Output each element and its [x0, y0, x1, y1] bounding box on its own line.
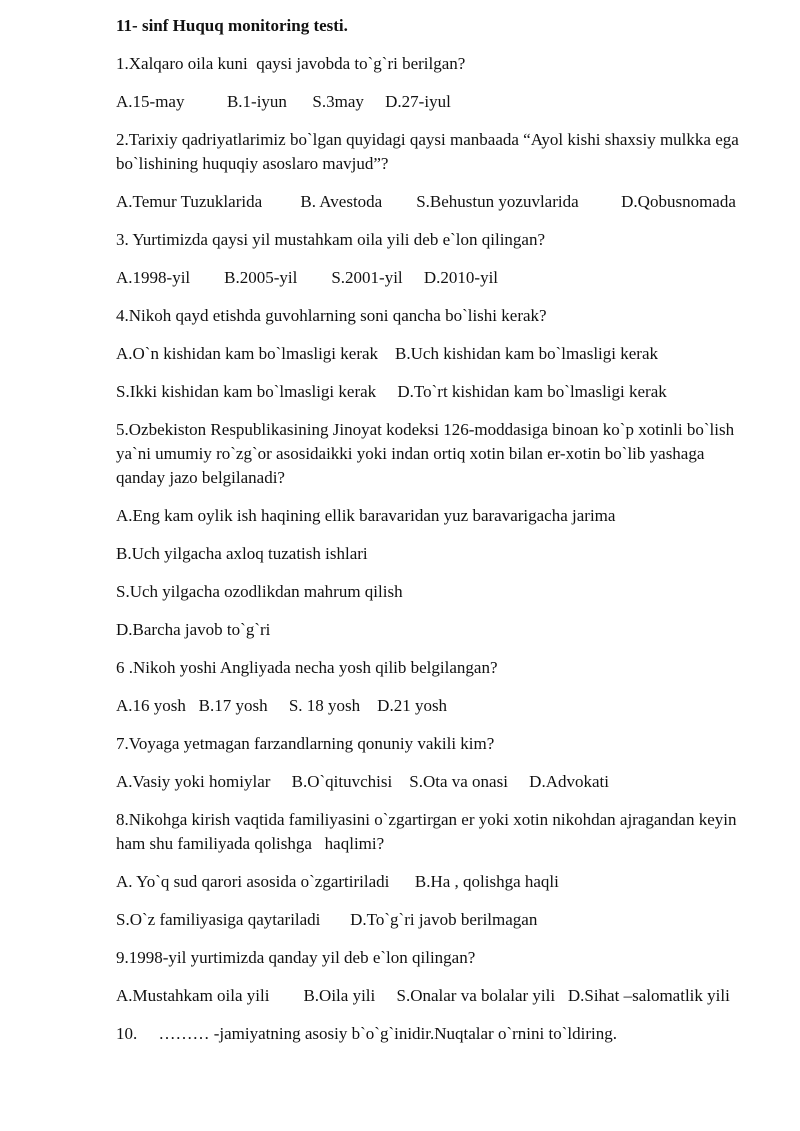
question-5: 5.Ozbekiston Respublikasining Jinoyat kodeksi 126-moddasiga binoan ko`p xotinli bo`lish ya`ni umumiy ro`zg`or asosidaikki yoki indan ortiq xotin bilan er-xotin bo`lib yashaga qanday jazo belgilanadi? — [116, 420, 739, 487]
answer-5-s: S.Uch yilgacha ozodlikdan mahrum qilish — [116, 582, 403, 601]
question-8: 8.Nikohga kirish vaqtida familiyasini o`zgartirgan er yoki xotin nikohdan ajragandan keyin ham shu familiyada qolishga haqlimi? — [116, 810, 741, 853]
answers-9: A.Mustahkam oila yili B.Oila yili S.Onalar va bolalar yili D.Sihat –salomatlik yili — [116, 986, 730, 1005]
answer-5-b: B.Uch yilgacha axloq tuzatish ishlari — [116, 544, 368, 563]
question-1: 1.Xalqaro oila kuni qaysi javobda to`g`ri berilgan? — [116, 54, 466, 73]
answers-8-ab: A. Yo`q sud qarori asosida o`zgartiriladi B.Ha , qolishga haqli — [116, 872, 559, 891]
question-9: 9.1998-yil yurtimizda qanday yil deb e`lon qilingan? — [116, 948, 476, 967]
question-7: 7.Voyaga yetmagan farzandlarning qonuniy vakili kim? — [116, 734, 495, 753]
answers-4-ab: A.O`n kishidan kam bo`lmasligi kerak B.Uch kishidan kam bo`lmasligi kerak — [116, 344, 659, 363]
question-3: 3. Yurtimizda qaysi yil mustahkam oila yili deb e`lon qilingan? — [116, 230, 546, 249]
answer-5-d: D.Barcha javob to`g`ri — [116, 620, 271, 639]
answers-8-sd: S.O`z familiyasiga qaytariladi D.To`g`ri javob berilmagan — [116, 910, 538, 929]
answers-2: A.Temur Tuzuklarida B. Avestoda S.Behustun yozuvlarida D.Qobusnomada — [116, 192, 736, 211]
question-2: 2.Tarixiy qadriyatlarimiz bo`lgan quyidagi qaysi manbaada “Ayol kishi shaxsiy mulkka ega bo`lishining huquqiy asoslaro mavjud”? — [116, 130, 744, 173]
answers-3: A.1998-yil B.2005-yil S.2001-yil D.2010-yil — [116, 268, 499, 287]
question-6: 6 .Nikoh yoshi Angliyada necha yosh qilib belgilangan? — [116, 658, 498, 677]
question-10: 10. ……… -jamiyatning asosiy b`o`g`inidir.Nuqtalar o`rnini to`ldiring. — [116, 1024, 617, 1043]
answers-4-sd: S.Ikki kishidan kam bo`lmasligi kerak D.To`rt kishidan kam bo`lmasligi kerak — [116, 382, 667, 401]
answers-6: A.16 yosh B.17 yosh S. 18 yosh D.21 yosh — [116, 696, 448, 715]
document-title: 11- sinf Huquq monitoring testi. — [116, 16, 348, 35]
answers-1: A.15-may B.1-iyun S.3may D.27-iyul — [116, 92, 451, 111]
answer-5-a: A.Eng kam oylik ish haqining ellik baravaridan yuz baravarigacha jarima — [116, 506, 616, 525]
document-page — [116, 14, 756, 1046]
answers-7: A.Vasiy yoki homiylar B.O`qituvchisi S.Ota va onasi D.Advokati — [116, 772, 609, 791]
question-4: 4.Nikoh qayd etishda guvohlarning soni qancha bo`lishi kerak? — [116, 306, 547, 325]
